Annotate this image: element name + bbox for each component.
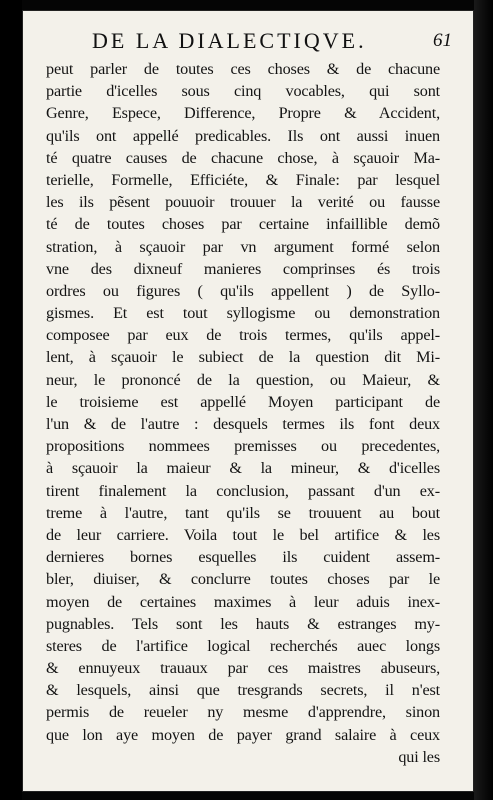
text-line: vne des dixneuf manieres comprinses és trois bbox=[46, 259, 440, 278]
scan-left-margin bbox=[0, 0, 22, 800]
text-line: terielle, Formelle, Efficiéte, & Finale: par lesquel bbox=[46, 170, 440, 189]
text-line: permis de reueler ny mesme d'apprendre, sinon bbox=[46, 703, 440, 722]
text-line: à sçauoir la maieur & la mineur, & d'icelles bbox=[46, 459, 440, 478]
text-line: le troisieme est appellé Moyen participant de bbox=[46, 392, 440, 411]
text-line: té quatre causes de chacune chose, à sçauoir Ma- bbox=[46, 148, 440, 167]
text-line: tirent finalement la conclusion, passant d'un ex- bbox=[46, 481, 440, 500]
text-line: les ils pẽsent pouuoir trouuer la verité ou fausse bbox=[46, 193, 440, 212]
text-line: neur, le prononcé de la question, ou Maieur, & bbox=[46, 370, 440, 389]
text-line: té de toutes choses par certaine infaillible demõ bbox=[46, 215, 440, 234]
text-line: partie d'icelles sous cinq vocables, qui sont bbox=[46, 82, 440, 101]
text-line: gismes. Et est tout syllogisme ou demonstration bbox=[46, 304, 440, 323]
text-line: qu'ils ont appellé predicables. Ils ont aussi inuen bbox=[46, 126, 440, 145]
text-line: composee par eux de trois termes, qu'ils appel- bbox=[46, 326, 440, 345]
text-line: dernieres bornes esquelles ils cuident assem- bbox=[46, 548, 440, 567]
body-text bbox=[46, 58, 440, 768]
text-line: moyen de certaines maximes à leur aduis inex- bbox=[46, 592, 440, 611]
text-line: bler, diuiser, & conclurre toutes choses par le bbox=[46, 570, 440, 589]
text-line: lent, à sçauoir le subiect de la question dit Mi- bbox=[46, 348, 440, 367]
catchword: qui les bbox=[398, 747, 440, 766]
text-line: & ennuyeux trauaux par ces maistres abuseurs, bbox=[46, 659, 440, 678]
text-line: & lesquels, ainsi que tresgrands secrets, il n'est bbox=[46, 681, 440, 700]
text-line: treme à l'autre, tant qu'ils se trouuent au bout bbox=[46, 503, 440, 522]
text-line: propositions nommees premisses ou precedentes, bbox=[46, 437, 440, 456]
page-number: 61 bbox=[433, 30, 452, 51]
text-line: de leur carriere. Voila tout le bel artifice & les bbox=[46, 525, 440, 544]
text-line: que lon aye moyen de payer grand salaire à ceux bbox=[46, 725, 440, 744]
text-line: ordres ou figures ( qu'ils appellent ) de Syllo- bbox=[46, 281, 440, 300]
text-line: Genre, Espece, Difference, Propre & Accident, bbox=[46, 104, 440, 123]
scan-right-edge bbox=[474, 0, 493, 800]
text-line: pugnables. Tels sont les hauts & estranges my- bbox=[46, 614, 440, 633]
running-title: DE LA DIALECTIQVE. bbox=[92, 28, 367, 53]
page-header bbox=[92, 28, 452, 56]
text-line: stration, à sçauoir par vn argument formé selon bbox=[46, 237, 440, 256]
text-line: l'un & de l'autre : desquels termes ils font deux bbox=[46, 415, 440, 433]
text-line: steres de l'artifice logical recherchés auec longs bbox=[46, 636, 440, 655]
text-line: peut parler de toutes ces choses & de chacune bbox=[46, 60, 440, 78]
